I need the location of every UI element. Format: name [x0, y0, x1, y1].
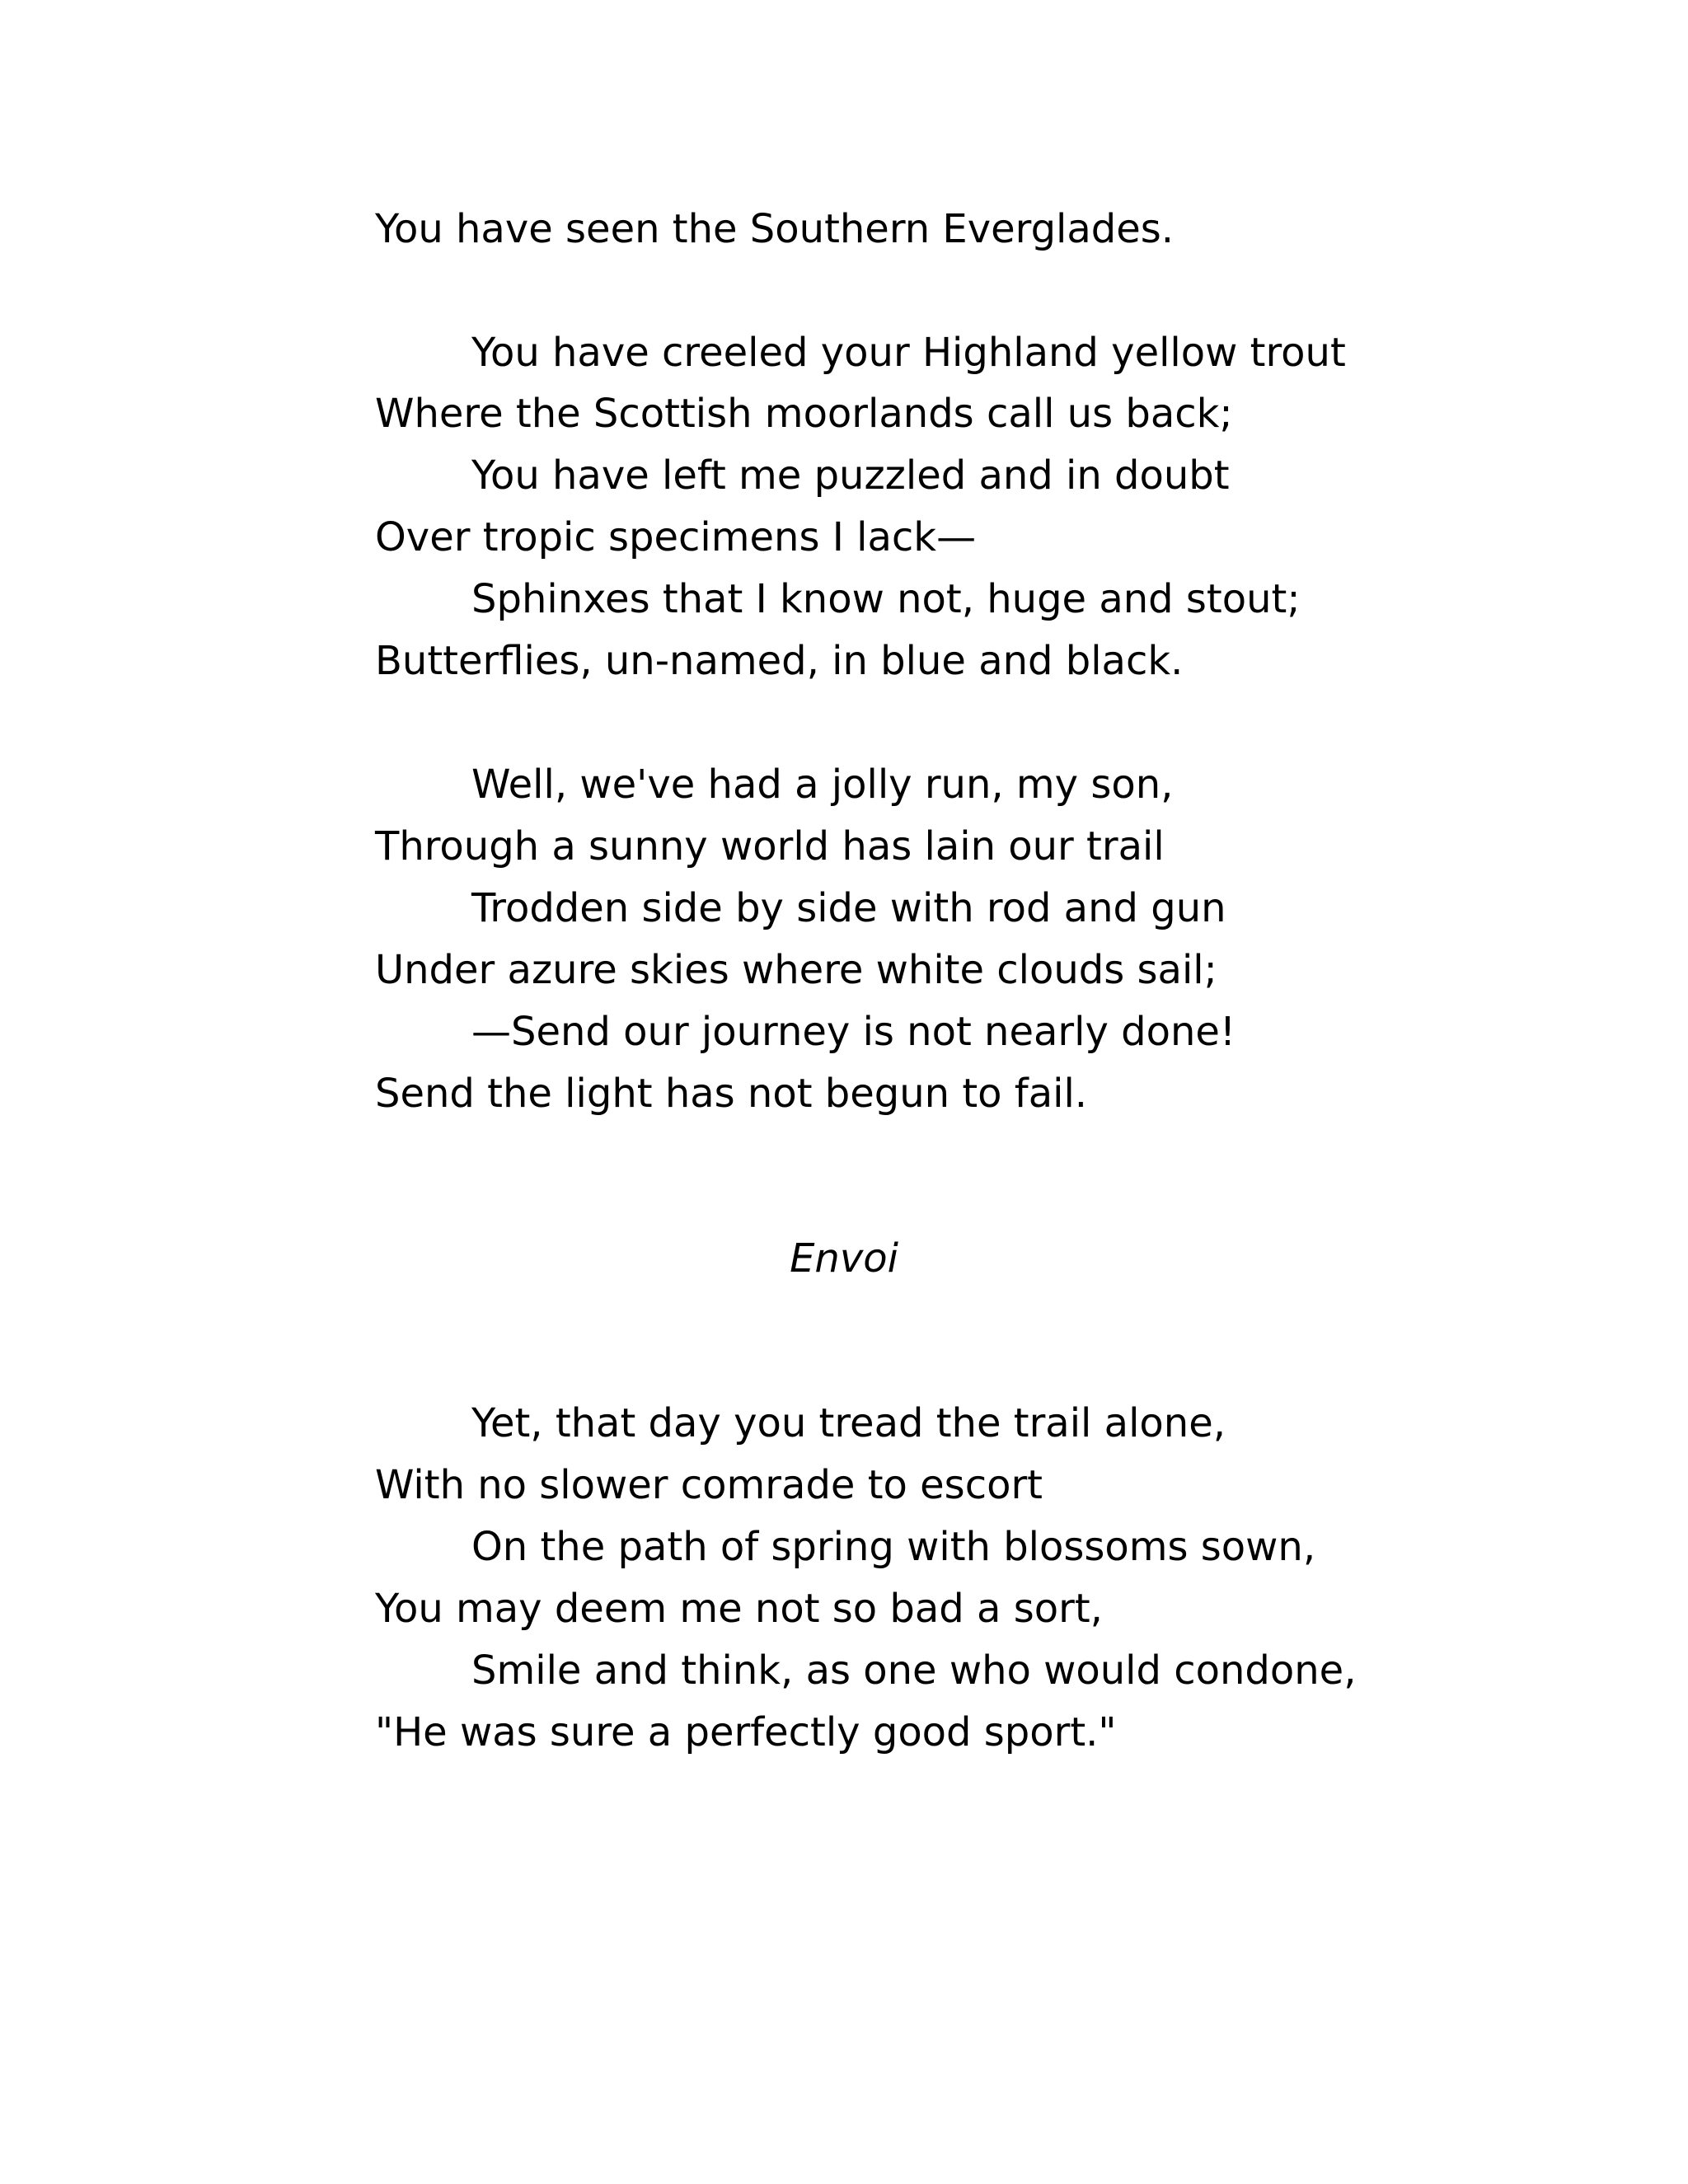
poem-line: Trodden side by side with rod and gun	[471, 885, 1226, 931]
poem-line: Butterflies, un-named, in blue and black.	[375, 638, 1184, 684]
poem-line: Well, we've had a jolly run, my son,	[471, 762, 1174, 808]
poem-line: Over tropic specimens I lack—	[375, 514, 977, 560]
poem-line: Sphinxes that I know not, huge and stout;	[471, 576, 1301, 622]
poem-line: You have seen the Southern Everglades.	[375, 206, 1175, 252]
poem-line: Through a sunny world has lain our trail	[375, 823, 1165, 869]
section-heading: Envoi	[790, 1235, 898, 1282]
poem-line: Where the Scottish moorlands call us back;	[375, 391, 1233, 437]
poem-line: You have left me puzzled and in doubt	[471, 452, 1230, 499]
poem-line: On the path of spring with blossoms sown,	[471, 1524, 1316, 1570]
poem-line: You may deem me not so bad a sort,	[375, 1586, 1103, 1632]
poem-line: You have creeled your Highland yellow trout	[471, 330, 1346, 376]
poem-line: With no slower comrade to escort	[375, 1462, 1043, 1508]
poem-line: —Send our journey is not nearly done!	[471, 1009, 1236, 1055]
poem-line: "He was sure a perfectly good sport."	[375, 1709, 1117, 1755]
poem-line: Under azure skies where white clouds sail;	[375, 947, 1217, 993]
poem-line: Send the light has not begun to fail.	[375, 1071, 1088, 1117]
poem-line: Smile and think, as one who would condone,	[471, 1647, 1357, 1694]
poem-line: Yet, that day you tread the trail alone,	[471, 1400, 1226, 1446]
